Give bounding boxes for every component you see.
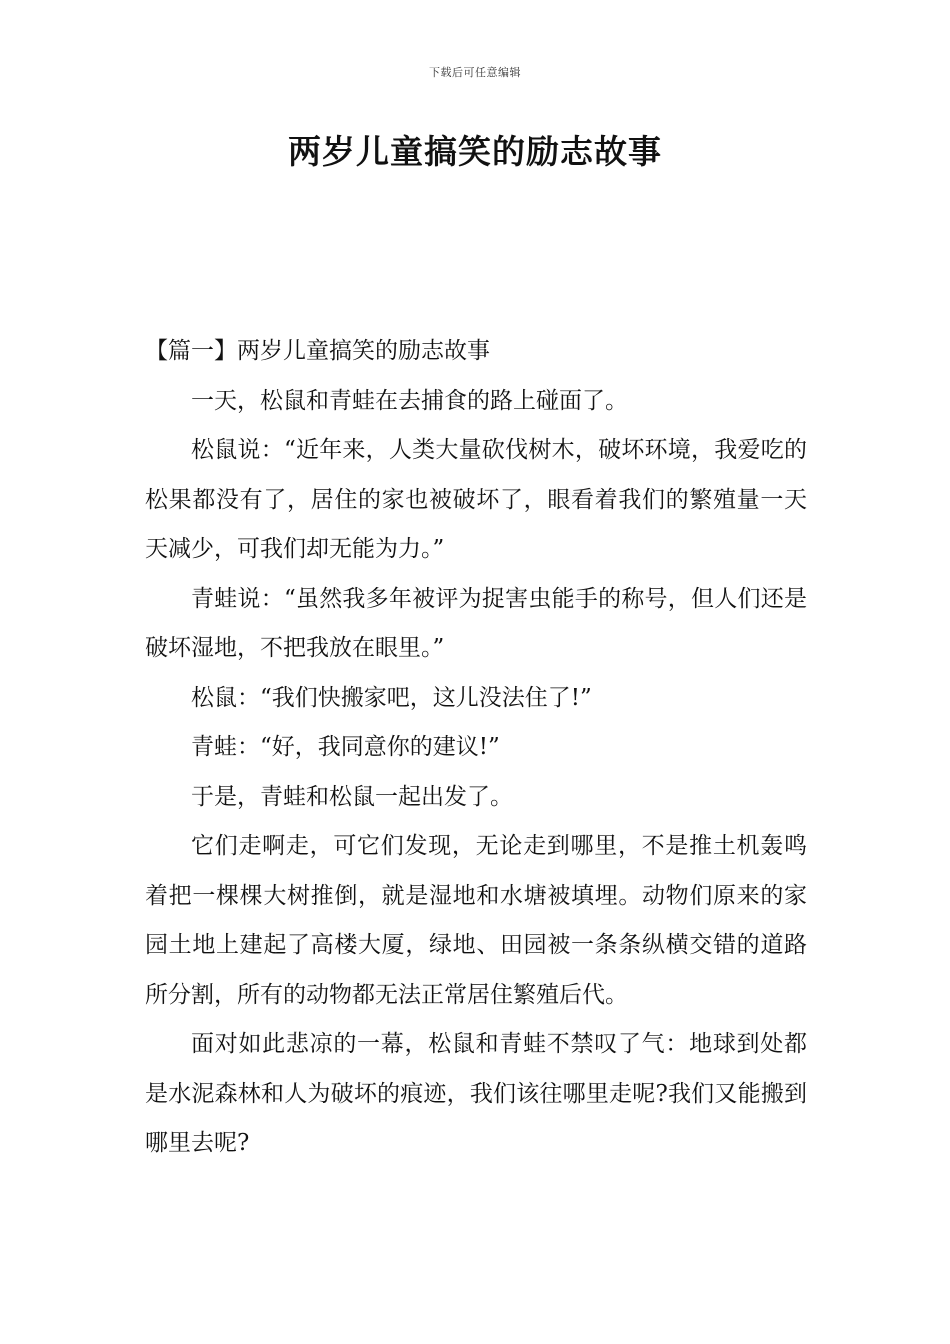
header-note: 下载后可任意编辑 <box>429 66 521 79</box>
paragraph: 松鼠：“我们快搬家吧，这儿没法住了!” <box>191 684 592 711</box>
section-heading: 【篇一】两岁儿童搞笑的励志故事 <box>145 338 490 364</box>
paragraph: 青蛙：“好，我同意你的建议!” <box>191 734 500 760</box>
paragraph: 于是，青蛙和松鼠一起出发了。 <box>191 783 513 810</box>
paragraph: 松鼠说：“近年来，人类大量砍伐树木，破坏环境，我爱吃的松果都没有了，居住的家也被破坏了，眼看着我们的繁殖量一天天减少，可我们却无能为力。” <box>145 437 807 562</box>
paragraph: 面对如此悲凉的一幕，松鼠和青蛙不禁叹了气：地球到处都是水泥森林和人为破坏的痕迹，我们该往哪里走呢?我们又能搬到哪里去呢? <box>145 1031 807 1156</box>
document-title: 两岁儿童搞笑的励志故事 <box>288 132 662 171</box>
paragraph: 它们走啊走，可它们发现，无论走到哪里，不是推土机轰鸣着把一棵棵大树推倒，就是湿地和水塘被填埋。动物们原来的家园土地上建起了高楼大厦，绿地、田园被一条条纵横交错的道路所分割，所有的动物都无法正常居住繁殖后代。 <box>145 833 807 1008</box>
paragraph: 一天，松鼠和青蛙在去捕食的路上碰面了。 <box>191 387 628 414</box>
document-body <box>145 327 807 1169</box>
paragraph: 青蛙说：“虽然我多年被评为捉害虫能手的称号，但人们还是破坏湿地，不把我放在眼里。” <box>145 585 807 661</box>
